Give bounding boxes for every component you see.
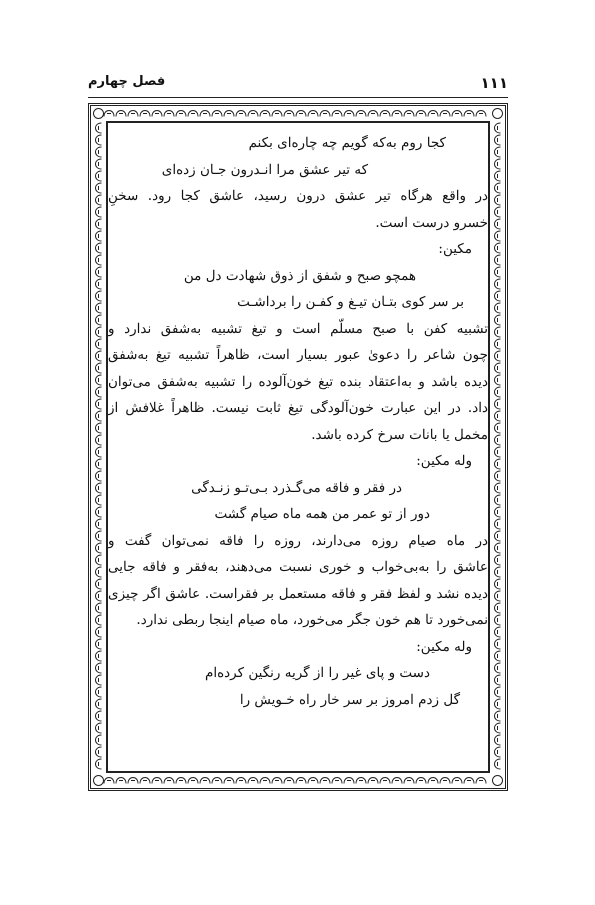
prose-line: مخمل یا بانات سرخ کرده باشد.: [311, 426, 488, 443]
poet-label: وله مکین:: [416, 453, 472, 469]
prose-line: دیده باشد و به‌اعتقاد بنده تیغ خون‌آلوده را تشبیه به‌شفق می‌توان: [108, 373, 488, 390]
prose-line: تشبیه کفن با صبح مسلّم است و تیغ تشبیه به‌شفق ندارد و: [108, 320, 488, 337]
page-body: [108, 130, 488, 713]
prose-line: در واقع هرگاه تیر عشق درون رسید، عاشق کجا رود. سخنِ: [108, 188, 488, 204]
page-number: ۱۱۱: [480, 74, 508, 92]
verse-line: دست و پای غیر را از گریه رنگین کرده‌ام: [204, 665, 430, 681]
prose-line: عاشق را به‌بی‌خواب و خوری نسبت می‌دهند، به‌فقر و فاقه جایی: [108, 559, 488, 575]
prose-line: داد. در این عبارت خون‌آلودگی تیغ ثابت نیست. ظاهراً غلافش از: [108, 400, 488, 416]
prose-line: چون شاعر را دعویٰ عبور بسیار است، ظاهراً تشبیه تیغ به‌شفق: [108, 347, 488, 363]
verse-line: که تیر عشق مرا انـدرون جـان زده‌ای: [161, 161, 368, 178]
poet-label: وله مکین:: [416, 638, 472, 655]
prose-line: خسرو درست است.: [375, 214, 488, 231]
header-rule: [88, 97, 508, 98]
prose-line: دیده نشد و لفظ فقر و فاقه مستعمل بر فقراست. عاشق اگر چیزی: [108, 585, 488, 602]
page-header: [88, 74, 508, 96]
chapter-title: فصل چهارم: [88, 74, 166, 89]
prose-line: نمی‌خورد تا هم خون جگر می‌خورد، ماه صیام اینجا ربطی ندارد.: [136, 612, 488, 628]
poet-label: مکین:: [438, 241, 472, 257]
verse-line: در فقر و فاقه می‌گـذرد بـی‌تـو زنـدگی: [191, 479, 402, 496]
prose-line: در ماه صیام روزه می‌دارند، روزه را فاقه نمی‌توان گفت و: [108, 532, 488, 549]
verse-line: بر سر کوی بتـان تیـغ و کفـن را برداشـت: [237, 294, 464, 310]
verse-line: همچو صبح و شفق از ذوق شهادت دل من: [183, 267, 416, 284]
verse-line: دور از تو عمر من همه ماه صیام گشت: [214, 506, 430, 522]
verse-line: گل زدم امروز بر سر خار راه خـویش را: [239, 691, 460, 708]
verse-line: کجا روم به‌که گویم چه چاره‌ای بکنم: [248, 135, 446, 151]
